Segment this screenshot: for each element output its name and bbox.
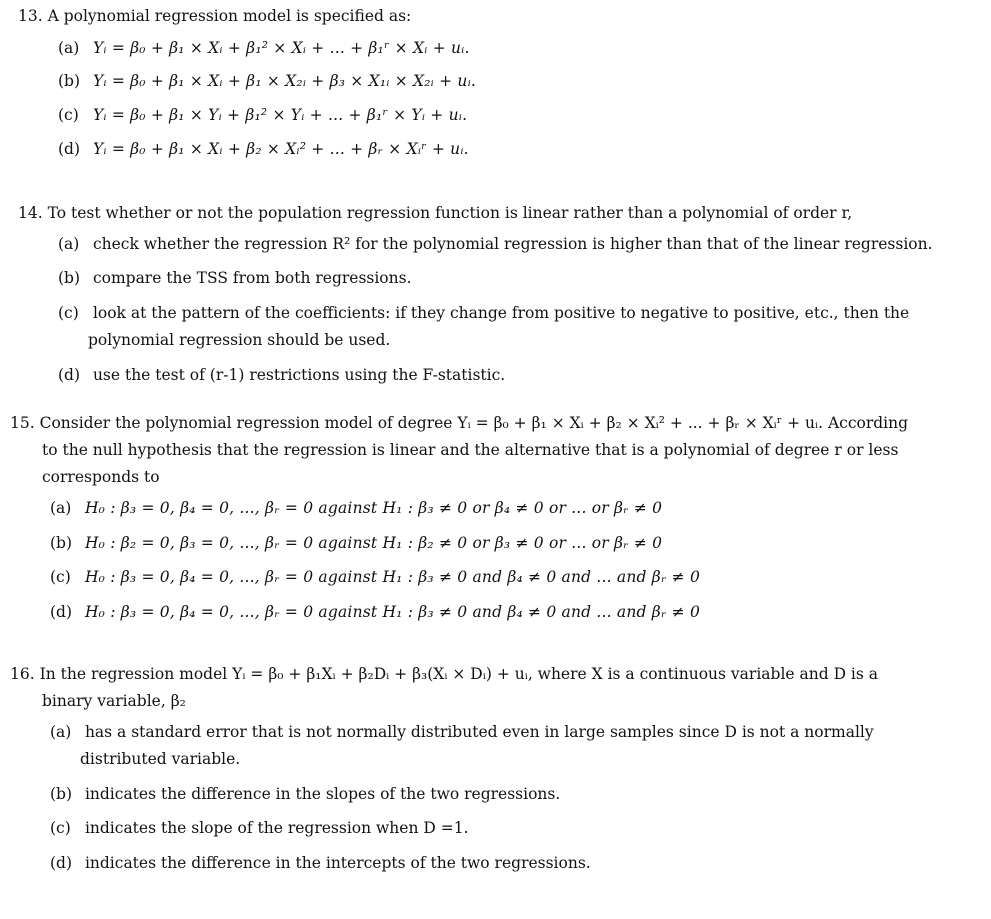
question-13-option-b <box>58 71 476 91</box>
option-label: (a) <box>58 235 80 253</box>
option-text: use the test of (r-1) restrictions using the F-statistic. <box>92 366 506 384</box>
question-13-option-a <box>58 38 470 58</box>
question-14-option-a <box>58 234 933 254</box>
question-13-option-c <box>58 105 467 125</box>
option-label: (d) <box>50 854 73 872</box>
option-text: Yᵢ = β₀ + β₁ × Xᵢ + β₁² × Xᵢ + ... + β₁ʳ × Xᵢ + uᵢ. <box>92 39 470 57</box>
question-text: To test whether or not the population regression function is linear rather than a polynomial of order r, <box>47 204 853 222</box>
question-15-option-b <box>50 533 662 553</box>
question-text: Consider the polynomial regression model of degree Yᵢ = β₀ + β₁ × Xᵢ + β₂ × Xᵢ² + ... + βᵣ × Xᵢʳ + uᵢ. According <box>39 414 909 432</box>
option-label: (c) <box>58 106 79 124</box>
option-text: indicates the slope of the regression when D =1. <box>84 819 469 837</box>
question-number: 13. <box>18 7 43 25</box>
question-number: 16. <box>10 665 35 683</box>
question-text: binary variable, β₂ <box>42 692 186 710</box>
question-15-stem <box>10 413 908 433</box>
question-15-option-d <box>50 602 700 622</box>
option-text: H₀ : β₃ = 0, β₄ = 0, ..., βᵣ = 0 against H₁ : β₃ ≠ 0 or β₄ ≠ 0 or ... or βᵣ ≠ 0 <box>84 499 663 517</box>
option-text: polynomial regression should be used. <box>88 331 391 349</box>
option-text: look at the pattern of the coefficients: if they change from positive to negative to positive, etc., then the <box>92 304 910 322</box>
option-label: (b) <box>58 269 81 287</box>
option-label: (b) <box>50 785 73 803</box>
option-text: distributed variable. <box>80 750 241 768</box>
option-label: (a) <box>50 723 72 741</box>
question-14-option-c <box>58 303 909 323</box>
option-label: (c) <box>50 568 71 586</box>
option-text: indicates the difference in the intercepts of the two regressions. <box>84 854 591 872</box>
question-16-option-a <box>50 722 874 742</box>
question-15-stem-continued <box>42 440 898 460</box>
question-14-option-b <box>58 268 412 288</box>
option-text: H₀ : β₃ = 0, β₄ = 0, ..., βᵣ = 0 against H₁ : β₃ ≠ 0 and β₄ ≠ 0 and ... and βᵣ ≠ 0 <box>84 603 701 621</box>
question-15-option-a <box>50 498 662 518</box>
option-label: (b) <box>58 72 81 90</box>
question-15-stem-continued <box>42 467 160 487</box>
question-text: corresponds to <box>42 468 160 486</box>
question-number: 15. <box>10 414 35 432</box>
option-text: Yᵢ = β₀ + β₁ × Yᵢ + β₁² × Yᵢ + ... + β₁ʳ × Yᵢ + uᵢ. <box>92 106 468 124</box>
question-16-option-d <box>50 853 591 873</box>
question-16-option-a-continued <box>80 749 240 769</box>
option-text: Yᵢ = β₀ + β₁ × Xᵢ + β₁ × X₂ᵢ + β₃ × X₁ᵢ × X₂ᵢ + uᵢ. <box>92 72 477 90</box>
question-15-option-c <box>50 567 700 587</box>
question-16-stem <box>10 664 878 684</box>
option-label: (c) <box>58 304 79 322</box>
question-number: 14. <box>18 204 43 222</box>
option-label: (d) <box>50 603 73 621</box>
question-14-option-d <box>58 365 505 385</box>
option-label: (b) <box>50 534 73 552</box>
option-text: H₀ : β₃ = 0, β₄ = 0, ..., βᵣ = 0 against H₁ : β₃ ≠ 0 and β₄ ≠ 0 and ... and βᵣ ≠ 0 <box>84 568 701 586</box>
option-text: H₀ : β₂ = 0, β₃ = 0, ..., βᵣ = 0 against H₁ : β₂ ≠ 0 or β₃ ≠ 0 or ... or βᵣ ≠ 0 <box>84 534 663 552</box>
option-text: indicates the difference in the slopes of the two regressions. <box>84 785 561 803</box>
option-label: (a) <box>58 39 80 57</box>
option-label: (a) <box>50 499 72 517</box>
question-16-option-c <box>50 818 469 838</box>
option-text: has a standard error that is not normally distributed even in large samples since D is not a normally <box>84 723 874 741</box>
option-label: (c) <box>50 819 71 837</box>
option-label: (d) <box>58 366 81 384</box>
question-16-option-b <box>50 784 560 804</box>
option-text: check whether the regression R² for the polynomial regression is higher than that of the linear regression. <box>92 235 933 253</box>
question-14-option-c-continued <box>88 330 390 350</box>
question-text: to the null hypothesis that the regression is linear and the alternative that is a polynomial of degree r or less <box>42 441 899 459</box>
question-16-stem-continued <box>42 691 186 711</box>
option-text: compare the TSS from both regressions. <box>92 269 412 287</box>
question-13-option-d <box>58 139 469 159</box>
question-text: A polynomial regression model is specified as: <box>47 7 412 25</box>
option-label: (d) <box>58 140 81 158</box>
question-text: In the regression model Yᵢ = β₀ + β₁Xᵢ + β₂Dᵢ + β₃(Xᵢ × Dᵢ) + uᵢ, where X is a continuous variable and D is a <box>39 665 879 683</box>
option-text: Yᵢ = β₀ + β₁ × Xᵢ + β₂ × Xᵢ² + ... + βᵣ × Xᵢʳ + uᵢ. <box>92 140 469 158</box>
question-14-stem <box>18 203 852 223</box>
question-13-stem <box>18 6 411 26</box>
